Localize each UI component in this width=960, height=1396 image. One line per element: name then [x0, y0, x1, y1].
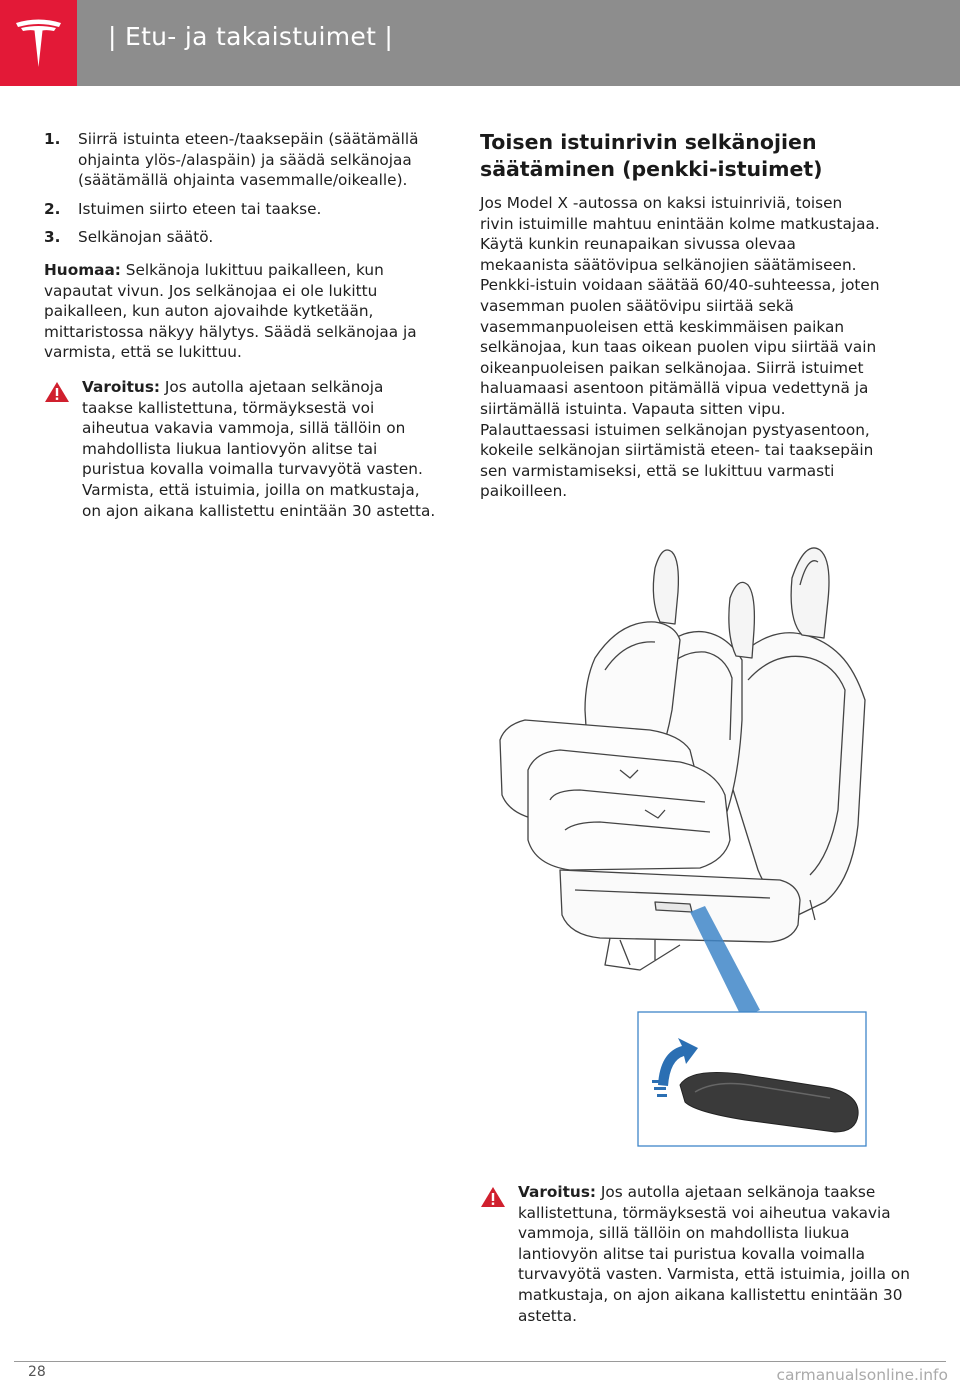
step-number: 2.: [44, 199, 61, 218]
warning-text: Jos autolla ajetaan selkänoja taakse kallistettuna, törmäyksestä voi aiheutua vakavia vammoja, sillä tällöin on mahdollista liukua lantiovyön alitse tai puristua kovalla voimalla turvavyötä vasten. Varmista, että istuimia, joilla on matkustaja, on ajon aikana kallistettu enintään 30 astetta.: [82, 377, 436, 520]
body-paragraph: Jos Model X -autossa on kaksi istuinriviä, toisen rivin istuimille mahtuu enintään kolme matkustajaa. Käytä kunkin reunapaikan sivussa olevaa mekaanista säätövipua selkänojien säätämiseen. Penkki-istuin voidaan säätää 60/40-suhteessa, joten vasemman puolen säätövipu siirtää sekä vasemmanpuoleisen että keskimmäisen paikan selkänojaa, kun taas oikean puolen vipu siirtää vain oikeanpuoleisen paikan selkänojaa. Siirrä istuimet haluamaasi asentoon pitämällä vipua vedettynä ja siirtämällä istuinta. Vapauta sitten vipu. Palauttaessasi istuimen selkänojan pystyasentoon, kokeile selkänojan siirtämistä eteen- tai taaksepäin sen varmistamiseksi, että se lukittuu varmasti paikoilleen.: [480, 194, 880, 501]
step-number: 1.: [44, 130, 61, 148]
warning-label: Varoitus:: [82, 377, 161, 396]
page-header: [0, 0, 960, 86]
section-title: | Etu- ja takaistuimet |: [108, 22, 394, 51]
list-item: [44, 129, 436, 191]
warning-box: [44, 377, 436, 521]
footer-divider: [14, 1361, 946, 1362]
step-text: Selkänojan säätö.: [78, 228, 214, 247]
right-column: [480, 129, 880, 502]
list-item: [44, 227, 436, 248]
tesla-logo-icon: [14, 17, 63, 69]
warning-triangle-icon: [480, 1186, 506, 1208]
step-text: Istuimen siirto eteen tai taakse.: [78, 199, 322, 218]
step-text: Siirrä istuinta eteen-/taaksepäin (säätämällä ohjainta ylös-/alaspäin) ja säädä selkänojaa (säätämällä ohjainta vasemmalle/oikealle).: [78, 130, 419, 190]
warning-triangle-icon: [44, 381, 70, 403]
seat-illustration: [480, 540, 880, 1152]
step-number: 3.: [44, 228, 61, 247]
watermark: carmanualsonline.info: [776, 1366, 948, 1384]
note-text: Selkänoja lukittuu paikalleen, kun vapautat vivun. Jos selkänojaa ei ole lukittu paikalleen, kun auton ajovaihde kytketään, mittaristossa näkyy hälytys. Säädä selkänojaa ja varmista, että se lukittuu.: [44, 260, 417, 362]
note-paragraph: [44, 260, 436, 363]
page-number: 28: [28, 1364, 46, 1380]
warning-box: [480, 1182, 918, 1326]
warning-label: Varoitus:: [518, 1183, 597, 1201]
warning-paragraph: [82, 377, 436, 521]
warning-paragraph: [518, 1182, 918, 1326]
section-heading: Toisen istuinrivin selkänojien säätäminen (penkki-istuimet): [480, 130, 823, 181]
warning-text: Jos autolla ajetaan selkänoja taakse kallistettuna, törmäyksestä voi aiheutua vakavia vammoja, sillä tällöin on mahdollista liukua lantiovyön alitse tai puristua kovalla voimalla turvavyötä vasten. Varmista, että istuimia, joilla on matkustaja, on ajon aikana kallistettu enintään 30 astetta.: [518, 1183, 910, 1325]
tesla-logo-box: [0, 0, 77, 86]
note-label: Huomaa:: [44, 260, 121, 279]
left-column: [44, 129, 436, 521]
seat-drawing: [480, 540, 880, 1152]
list-item: [44, 199, 436, 220]
